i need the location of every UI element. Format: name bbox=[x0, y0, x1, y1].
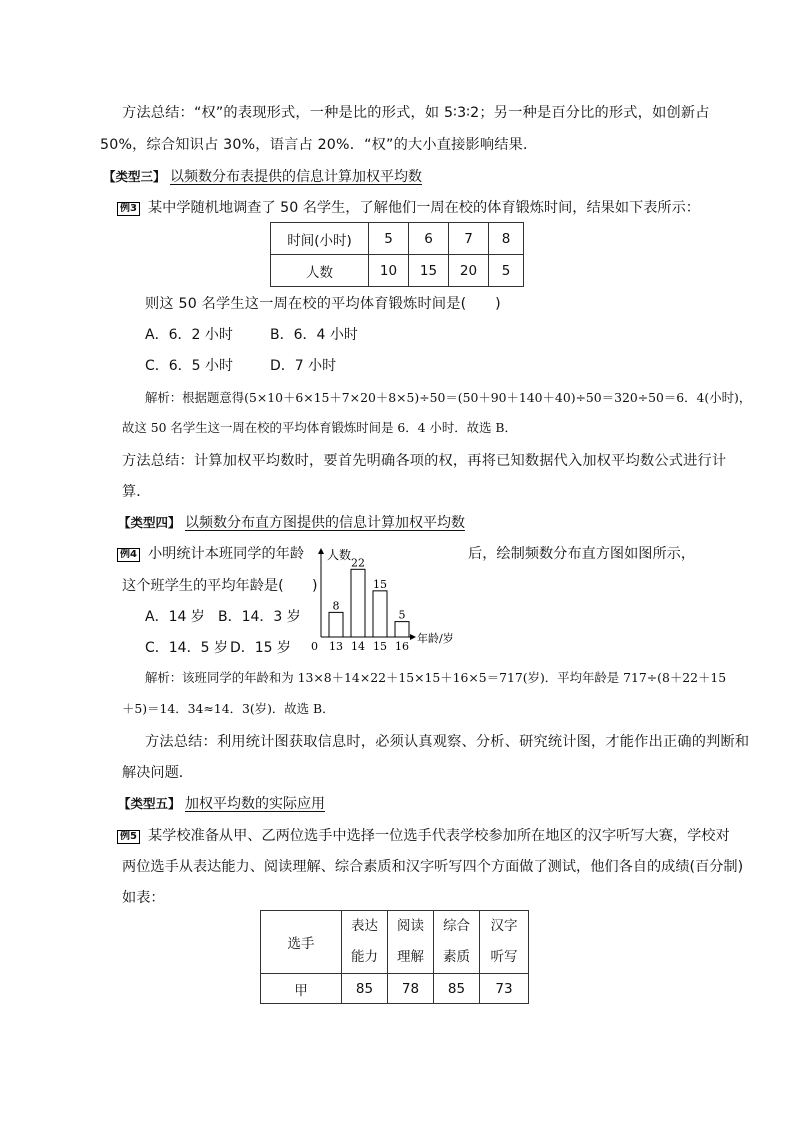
origin-label: 0 bbox=[311, 640, 318, 653]
table-header-cell: 选手 bbox=[261, 911, 342, 974]
table-header-cell: 汉字 听写 bbox=[480, 911, 529, 974]
type-title: 以频数分布表提供的信息计算加权平均数 bbox=[169, 169, 422, 185]
question-text: 如表： bbox=[122, 890, 165, 906]
example-badge: 例5 bbox=[117, 830, 140, 844]
solution-line: 故这 50 名学生这一周在校的平均体育锻炼时间是 6．4 小时．故选 B． bbox=[122, 420, 517, 435]
x-tick-label: 16 bbox=[395, 640, 409, 653]
type-title: 加权平均数的实际应用 bbox=[184, 796, 325, 812]
bar-value-label: 22 bbox=[351, 556, 365, 570]
method-summary-line: 方法总结：计算加权平均数时，要首先明确各项的权，再将已知数据代入加权平均数公式进行计 bbox=[122, 453, 727, 469]
table-header-cell: 时间(小时) bbox=[271, 223, 369, 255]
time-table bbox=[270, 222, 524, 287]
histogram-bar bbox=[395, 622, 409, 637]
method-summary-line: 方法总结：利用统计图获取信息时，必须认真观察、分析、研究统计图，才能作出正确的判断和 bbox=[145, 734, 750, 750]
table-cell: 85 bbox=[434, 974, 480, 1004]
table-cell: 甲 bbox=[261, 974, 342, 1004]
option-d: D．7 小时 bbox=[270, 358, 337, 374]
table-cell: 5 bbox=[489, 255, 524, 287]
table-cell: 人数 bbox=[271, 255, 369, 287]
question-text: 某中学随机地调查了 50 名学生，了解他们一周在校的体育锻炼时间，结果如下表所示： bbox=[147, 200, 700, 216]
table-cell: 85 bbox=[342, 974, 388, 1004]
x-tick-label: 14 bbox=[351, 640, 365, 653]
method-summary-line: 方法总结：“权”的表现形式，一种是比的形式，如 5∶3∶2；另一种是百分比的形式，如创新占 bbox=[122, 105, 710, 121]
age-histogram bbox=[305, 543, 465, 655]
example-badge: 例3 bbox=[117, 202, 140, 216]
method-summary-line: 解决问题． bbox=[122, 765, 193, 781]
solution-line: ＋5)＝14．34≈14．3(岁)．故选 B． bbox=[122, 701, 335, 716]
bar-value-label: 5 bbox=[398, 608, 406, 622]
table-header-cell: 7 bbox=[449, 223, 489, 255]
question-ask: 则这 50 名学生这一周在校的平均体育锻炼时间是( ) bbox=[145, 296, 501, 312]
example-3-question bbox=[117, 197, 700, 217]
table-header-cell: 表达 能力 bbox=[342, 911, 388, 974]
x-tick-label: 15 bbox=[373, 640, 387, 653]
option-a: A．14 岁 bbox=[145, 609, 205, 625]
x-tick-label: 13 bbox=[329, 640, 343, 653]
type-tag: 【类型四】 bbox=[118, 515, 181, 530]
question-ask: 这个班学生的平均年龄是( ) bbox=[122, 578, 318, 594]
bar-value-label: 8 bbox=[332, 599, 340, 613]
section-heading-type5 bbox=[118, 793, 325, 813]
type-tag: 【类型三】 bbox=[103, 169, 166, 184]
option-c: C．6．5 小时 bbox=[145, 358, 234, 374]
question-text: 小明统计本班同学的年龄 bbox=[147, 546, 305, 562]
question-text: 某学校准备从甲、乙两位选手中选择一位选手代表学校参加所在地区的汉字听写大赛，学校对 bbox=[147, 828, 730, 844]
histogram-bar bbox=[351, 569, 365, 637]
question-text: 两位选手从表达能力、阅读理解、综合素质和汉字听写四个方面做了测试，他们各自的成绩(百分制) bbox=[122, 859, 744, 875]
table-header-cell: 阅读 理解 bbox=[388, 911, 434, 974]
table-cell: 15 bbox=[409, 255, 449, 287]
option-c: C．14．5 岁 bbox=[145, 640, 228, 656]
example-badge: 例4 bbox=[117, 548, 140, 562]
option-d: D．15 岁 bbox=[230, 640, 292, 656]
option-b: B．6．4 小时 bbox=[270, 327, 358, 343]
section-heading-type4 bbox=[118, 512, 465, 532]
type-title: 以频数分布直方图提供的信息计算加权平均数 bbox=[184, 515, 465, 531]
method-summary-line: 50%，综合知识占 30%，语言占 20%．“权”的大小直接影响结果． bbox=[100, 137, 538, 153]
table-cell: 10 bbox=[369, 255, 409, 287]
solution-line: 解析：根据题意得(5×10＋6×15＋7×20＋8×5)÷50＝(50＋90＋140＋40)÷50＝320÷50＝6．4(小时)， bbox=[145, 390, 752, 405]
question-text-right: 后，绘制频数分布直方图如图所示， bbox=[468, 546, 696, 562]
example-4-question bbox=[117, 543, 304, 563]
score-table bbox=[260, 910, 529, 1004]
method-summary-line: 算． bbox=[122, 484, 151, 500]
y-axis-label: 人数 bbox=[327, 548, 352, 562]
type-tag: 【类型五】 bbox=[118, 796, 181, 811]
histogram-bar bbox=[373, 591, 387, 637]
table-header-cell: 8 bbox=[489, 223, 524, 255]
table-header-cell: 6 bbox=[409, 223, 449, 255]
bar-value-label: 15 bbox=[373, 577, 387, 591]
table-cell: 73 bbox=[480, 974, 529, 1004]
section-heading-type3 bbox=[103, 166, 422, 186]
x-axis-label: 年龄/岁 bbox=[417, 632, 454, 645]
table-header-cell: 综合 素质 bbox=[434, 911, 480, 974]
table-cell: 78 bbox=[388, 974, 434, 1004]
example-5-question bbox=[117, 825, 730, 845]
table-header-cell: 5 bbox=[369, 223, 409, 255]
solution-line: 解析：该班同学的年龄和为 13×8＋14×22＋15×15＋16×5＝717(岁)．平均年龄是 717÷(8＋22＋15 bbox=[145, 670, 727, 685]
histogram-bar bbox=[329, 612, 343, 637]
table-cell: 20 bbox=[449, 255, 489, 287]
option-a: A．6．2 小时 bbox=[145, 327, 233, 343]
option-b: B．14．3 岁 bbox=[218, 609, 301, 625]
